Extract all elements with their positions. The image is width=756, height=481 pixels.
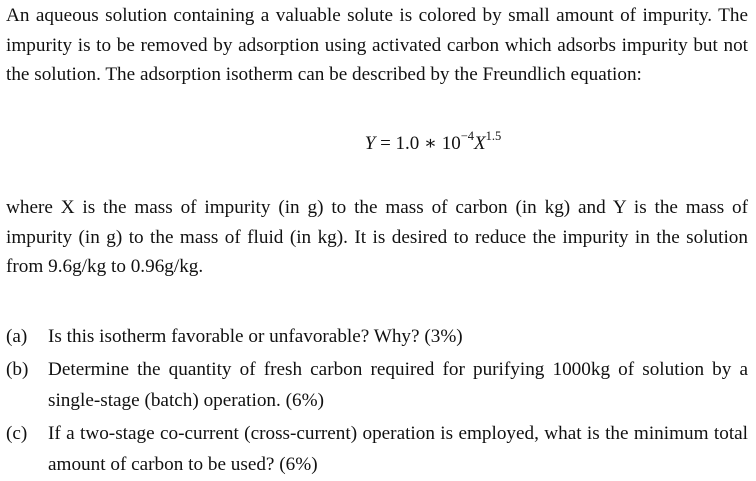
question-text: If a two-stage co-current (cross-current) operation is employed, what is the minimum total amount of carbon to be used? (6%)	[48, 423, 748, 475]
freundlich-equation	[0, 130, 756, 158]
question-b	[6, 354, 748, 416]
question-text: Is this isotherm favorable or unfavorable? Why? (3%)	[48, 326, 463, 347]
equation-lhs: Y	[364, 133, 376, 154]
question-label: (c)	[6, 423, 28, 444]
equation-exponent-x: 1.5	[485, 128, 502, 143]
question-label: (a)	[6, 326, 28, 347]
equation-coefficient: = 1.0 ∗ 10	[375, 133, 461, 154]
equation-body	[365, 130, 502, 158]
question-a	[6, 321, 748, 352]
definitions-paragraph: where X is the mass of impurity (in g) to the mass of carbon (in kg) and Y is the mass of impurity (in g) to the mass of fluid (in kg). It is desired to reduce the impurity in the solution from 9.6g/kg to 0.96g/kg.	[6, 197, 748, 277]
question-label: (b)	[6, 359, 29, 380]
question-c	[6, 418, 748, 480]
question-text: Determine the quantity of fresh carbon required for purifying 1000kg of solution by a single-stage (batch) operation. (6%)	[48, 359, 748, 411]
equation-exponent-power-of-ten: −4	[460, 128, 475, 143]
intro-paragraph: An aqueous solution containing a valuable solute is colored by small amount of impurity. The impurity is to be removed by adsorption using activated carbon which adsorbs impurity but not the solution. The adsorption isotherm can be described by the Freundlich equation:	[6, 5, 748, 85]
equation-variable-x: X	[474, 133, 486, 154]
